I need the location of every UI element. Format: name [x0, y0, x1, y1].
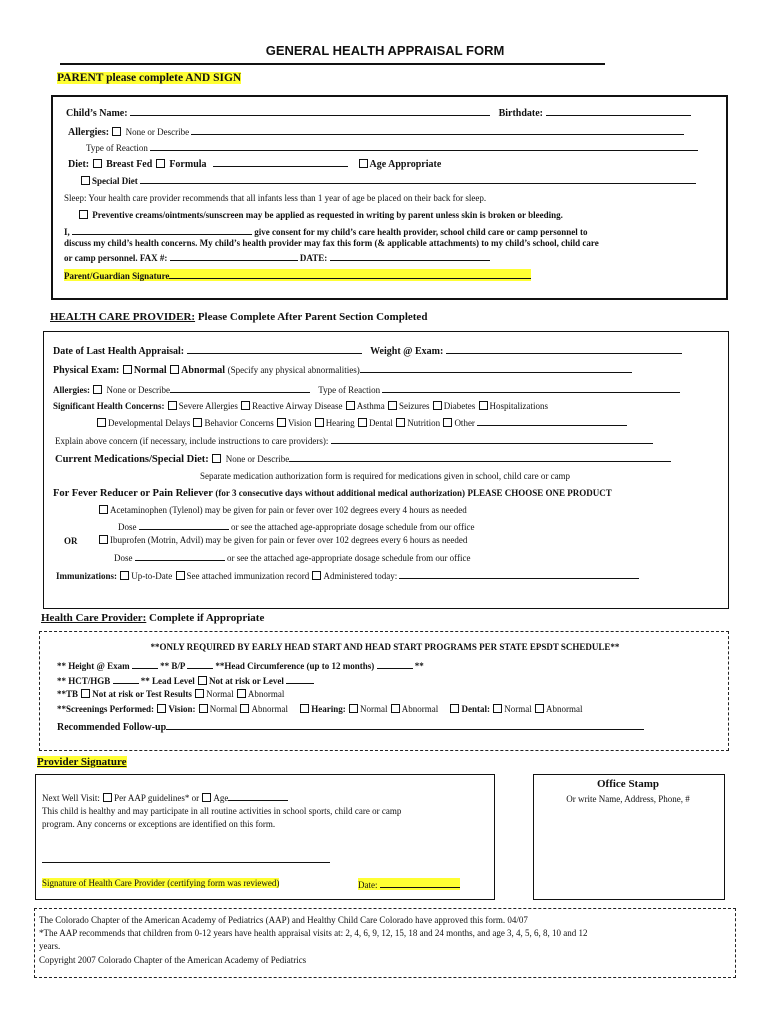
hcp-heading: HEALTH CARE PROVIDER:: [50, 311, 196, 323]
concern-hospitalizations: Hospitalizations: [489, 401, 549, 411]
concern-asthma: Asthma: [356, 401, 385, 411]
weight-field[interactable]: [446, 344, 682, 354]
provider-signature-line[interactable]: [42, 862, 330, 863]
form-title: GENERAL HEALTH APPRAISAL FORM: [265, 43, 505, 58]
tb-abnormal-label: Abnormal: [247, 689, 285, 699]
hcp2-heading-rest: Complete if Appropriate: [149, 612, 265, 624]
fax-label: or camp personnel. FAX #:: [64, 253, 168, 263]
exam-normal-checkbox[interactable]: [123, 365, 132, 374]
child-name-label: Child’s Name:: [66, 108, 128, 119]
parent-section-heading: PARENT please complete AND SIGN: [57, 72, 242, 84]
bp-label: ** B/P: [160, 661, 185, 671]
reaction-field[interactable]: [150, 141, 698, 151]
acet-dose-label: Dose: [118, 522, 137, 532]
concern-checkbox[interactable]: [443, 418, 452, 427]
healthy-statement-1: This child is healthy and may participate in all routine activities in school sports, child care or camp: [42, 806, 402, 816]
acetaminophen-text: Acetaminophen (Tylenol) may be given for pain or fever over 102 degrees every 4 hours as needed: [110, 505, 467, 515]
office-stamp-subtitle: Or write Name, Address, Phone, #: [566, 794, 690, 804]
hcp-reaction-field[interactable]: [382, 383, 680, 393]
provider-signature-label: Signature of Health Care Provider (certifying form was reviewed): [42, 878, 280, 888]
concern-checkbox[interactable]: [346, 401, 355, 410]
explain-field[interactable]: [331, 434, 653, 444]
concern-checkbox[interactable]: [388, 401, 397, 410]
explain-label: Explain above concern (if necessary, include instructions to care providers):: [55, 436, 329, 446]
hearing-normal-checkbox[interactable]: [349, 704, 358, 713]
fever-qualifier: (for 3 consecutive days without additional medical authorization): [215, 488, 465, 498]
or-label: OR: [64, 536, 78, 546]
meds-field[interactable]: [289, 452, 671, 462]
parent-date-label: DATE:: [299, 253, 328, 263]
concern-seizures: Seizures: [399, 401, 430, 411]
vision-checkbox[interactable]: [157, 704, 166, 713]
consent-name-field[interactable]: [72, 225, 252, 235]
fax-field[interactable]: [170, 251, 298, 261]
breast-fed-checkbox[interactable]: [93, 159, 102, 168]
age-appropriate-label: Age Appropriate: [369, 159, 442, 170]
concern-checkbox[interactable]: [97, 418, 106, 427]
concern-checkbox[interactable]: [315, 418, 324, 427]
breast-fed-label: Breast Fed: [106, 159, 153, 170]
concern-checkbox[interactable]: [396, 418, 405, 427]
hcp-allergies-none-checkbox[interactable]: [93, 385, 102, 394]
meds-none-checkbox[interactable]: [212, 454, 221, 463]
tb-label: **TB: [57, 689, 79, 699]
head-circ-field[interactable]: [377, 659, 413, 669]
tb-not-at-risk-checkbox[interactable]: [81, 689, 90, 698]
concern-diabetes: Diabetes: [443, 401, 476, 411]
office-stamp-title: Office Stamp: [596, 778, 659, 790]
hcp-allergies-label: Allergies:: [53, 385, 90, 395]
footer-aap-recommend: *The AAP recommends that children from 0-12 years have health appraisal visits at: 2, 4, 6, 9, 12, 15, 18 and 24 months, and age 3, 4, 5, 6, 8, 10 and 12: [39, 928, 588, 938]
provider-date-label: Date:: [358, 880, 378, 890]
lead-or-level-label: or Level: [252, 676, 284, 686]
administered-field[interactable]: [399, 569, 639, 579]
bp-field[interactable]: [187, 659, 213, 669]
tb-not-at-risk-label: Not at risk or Test Results: [92, 689, 192, 699]
acetaminophen-checkbox[interactable]: [99, 505, 108, 514]
allergies-none-label: None or Describe: [125, 127, 190, 137]
vision-abnormal-checkbox[interactable]: [240, 704, 249, 713]
hcp-heading-rest: Please Complete After Parent Section Completed: [197, 311, 428, 323]
followup-label: Recommended Follow-up: [57, 722, 167, 733]
hearing-abnormal-checkbox[interactable]: [391, 704, 400, 713]
parent-signature-label: Parent/Guardian Signature: [64, 271, 170, 281]
per-aap-checkbox[interactable]: [103, 793, 112, 802]
hct-field[interactable]: [113, 674, 139, 684]
age-field[interactable]: [228, 791, 288, 801]
see-record-checkbox[interactable]: [176, 571, 185, 580]
provider-signature-heading: Provider Signature: [37, 756, 127, 768]
tb-normal-label: Normal: [206, 689, 234, 699]
formula-field[interactable]: [213, 157, 348, 167]
footer-copyright: Copyright 2007 Colorado Chapter of the American Academy of Pediatrics: [39, 955, 307, 965]
hearing-label: Hearing:: [311, 704, 346, 714]
hcp-allergies-field[interactable]: [170, 383, 310, 393]
administered-label: Administered today:: [323, 571, 398, 581]
sleep-note: Sleep: Your health care provider recommends that all infants less than 1 year of age be placed on their back for sleep.: [64, 193, 487, 203]
head-circ-label: **Head Circumference (up to 12 months): [215, 661, 375, 671]
hearing-normal-label: Normal: [359, 704, 388, 714]
per-aap-label: Per AAP guidelines* or: [114, 793, 200, 803]
separate-med-note: Separate medication authorization form is required for medications given in school, child care or camp: [199, 471, 571, 481]
preventive-text: Preventive creams/ointments/sunscreen may be applied as requested in writing by parent unless skin is broken or bleeding.: [92, 210, 563, 220]
healthy-statement-2: program. Any concerns or exceptions are identified on this form.: [42, 819, 276, 829]
specify-label: (Specify any physical abnormalities): [227, 365, 360, 375]
formula-label: Formula: [169, 159, 207, 170]
up-to-date-label: Up-to-Date: [131, 571, 173, 581]
ibu-dose-label: Dose: [114, 553, 133, 563]
preventive-checkbox[interactable]: [79, 210, 88, 219]
ibuprofen-checkbox[interactable]: [99, 535, 108, 544]
vision-abnormal-label: Abnormal: [251, 704, 288, 714]
specify-field[interactable]: [360, 363, 632, 373]
concern-nutrition: Nutrition: [407, 418, 441, 428]
allergies-describe-field[interactable]: [191, 125, 684, 135]
height-label: ** Height @ Exam: [57, 661, 130, 671]
vision-normal-label: Normal: [209, 704, 238, 714]
hearing-abnormal-label: Abnormal: [401, 704, 439, 714]
hearing-checkbox[interactable]: [300, 704, 309, 713]
concern-dental: Dental: [368, 418, 393, 428]
dental-abnormal-checkbox[interactable]: [535, 704, 544, 713]
last-appraisal-field[interactable]: [187, 344, 362, 354]
formula-checkbox[interactable]: [156, 159, 165, 168]
tb-normal-checkbox[interactable]: [195, 689, 204, 698]
dental-normal-label: Normal: [504, 704, 532, 714]
consent-text-1: give consent for my child’s care health provider, school child care or camp personnel to: [254, 227, 588, 237]
child-name-field[interactable]: [130, 106, 490, 116]
age-appropriate-checkbox[interactable]: [359, 159, 368, 168]
allergies-none-checkbox[interactable]: [112, 127, 121, 136]
dental-normal-checkbox[interactable]: [493, 704, 502, 713]
fever-label: For Fever Reducer or Pain Reliever: [53, 488, 213, 499]
up-to-date-checkbox[interactable]: [120, 571, 129, 580]
concern-severe-allergies: Severe Allergies: [178, 401, 238, 411]
sig-concerns-label: Significant Health Concerns:: [53, 401, 165, 411]
hct-label: ** HCT/HGB: [57, 676, 111, 686]
parent-signature-field[interactable]: [169, 269, 531, 279]
concern-hearing: Hearing: [325, 418, 355, 428]
exam-normal-label: Normal: [133, 365, 167, 376]
dental-abnormal-label: Abnormal: [545, 704, 583, 714]
birthdate-label: Birthdate:: [498, 108, 544, 119]
ibu-dose-rest: or see the attached age-appropriate dosage schedule from our office: [227, 553, 471, 563]
reaction-label: Type of Reaction: [86, 143, 148, 153]
special-diet-label: Special Diet: [92, 176, 138, 186]
concern-checkbox[interactable]: [358, 418, 367, 427]
current-meds-label: Current Medications/Special Diet:: [55, 454, 209, 465]
parent-date-field[interactable]: [330, 251, 490, 261]
lead-not-at-risk-checkbox[interactable]: [198, 676, 207, 685]
choose-one-label: PLEASE CHOOSE ONE PRODUCT: [467, 488, 612, 498]
consent-i: I,: [64, 227, 70, 237]
concern-checkbox[interactable]: [168, 401, 177, 410]
special-diet-field[interactable]: [140, 174, 696, 184]
footer-years: years.: [39, 941, 61, 951]
epsdt-note: **ONLY REQUIRED BY EARLY HEAD START AND HEAD START PROGRAMS PER STATE EPSDT SCHEDULE**: [150, 642, 620, 652]
dental-label: Dental:: [461, 704, 490, 714]
allergies-label: Allergies:: [68, 127, 110, 138]
concern-checkbox[interactable]: [479, 401, 488, 410]
dental-checkbox[interactable]: [450, 704, 459, 713]
concern-other-field[interactable]: [477, 416, 627, 426]
age-checkbox[interactable]: [202, 793, 211, 802]
special-diet-checkbox[interactable]: [81, 176, 90, 185]
hcp-reaction-label: Type of Reaction: [318, 385, 381, 395]
weight-label: Weight @ Exam:: [370, 346, 444, 357]
ibuprofen-text: Ibuprofen (Motrin, Advil) may be given for pain or fever over 102 degrees every 6 hours as needed: [110, 535, 468, 545]
lead-label: ** Lead Level: [140, 676, 195, 686]
title-rule: [60, 63, 605, 65]
followup-field[interactable]: [166, 720, 644, 730]
birthdate-field[interactable]: [546, 106, 691, 116]
lead-level-field[interactable]: [286, 674, 314, 684]
exam-abnormal-label: Abnormal: [181, 365, 226, 376]
hcp-allergies-none-label: None or Describe: [106, 385, 170, 395]
footer-approval: The Colorado Chapter of the American Academy of Pediatrics (AAP) and Healthy Child Care Colorado have approved this form. 04/07: [39, 915, 528, 925]
vision-label: Vision:: [168, 704, 196, 714]
ibu-dose-field[interactable]: [135, 551, 225, 561]
height-field[interactable]: [132, 659, 158, 669]
concern-checkbox[interactable]: [433, 401, 442, 410]
vision-normal-checkbox[interactable]: [199, 704, 208, 713]
concern-checkbox[interactable]: [193, 418, 202, 427]
administered-checkbox[interactable]: [312, 571, 321, 580]
concern-vision: Vision: [287, 418, 312, 428]
acet-dose-rest: or see the attached age-appropriate dosage schedule from our office: [231, 522, 475, 532]
provider-date-field[interactable]: [380, 878, 460, 888]
concern-developmental: Developmental Delays: [108, 418, 191, 428]
immunizations-label: Immunizations:: [56, 571, 118, 581]
last-appraisal-label: Date of Last Health Appraisal:: [53, 346, 185, 357]
head-circ-stars: **: [414, 661, 424, 671]
screenings-label: **Screenings Performed:: [57, 704, 155, 714]
next-visit-label: Next Well Visit:: [42, 793, 100, 803]
lead-not-at-risk-label: Not at risk: [209, 676, 251, 686]
diet-label: Diet:: [68, 159, 90, 170]
concern-reactive-airway: Reactive Airway Disease: [252, 401, 343, 411]
concern-checkbox[interactable]: [241, 401, 250, 410]
age-label: Age: [213, 793, 229, 803]
tb-abnormal-checkbox[interactable]: [237, 689, 246, 698]
meds-none-label: None or Describe: [225, 454, 290, 464]
acet-dose-field[interactable]: [139, 520, 229, 530]
consent-text-2: discuss my child’s health concerns. My child’s health provider may fax this form (& applicable attachments) to my child’s school, child care: [64, 238, 599, 248]
physical-exam-label: Physical Exam:: [53, 365, 120, 376]
concern-other: Other: [454, 418, 475, 428]
exam-abnormal-checkbox[interactable]: [170, 365, 179, 374]
office-stamp-box: [533, 774, 725, 900]
concern-behavior: Behavior Concerns: [204, 418, 274, 428]
concern-checkbox[interactable]: [277, 418, 286, 427]
hcp2-heading: Health Care Provider:: [41, 612, 147, 624]
see-record-label: See attached immunization record: [186, 571, 310, 581]
